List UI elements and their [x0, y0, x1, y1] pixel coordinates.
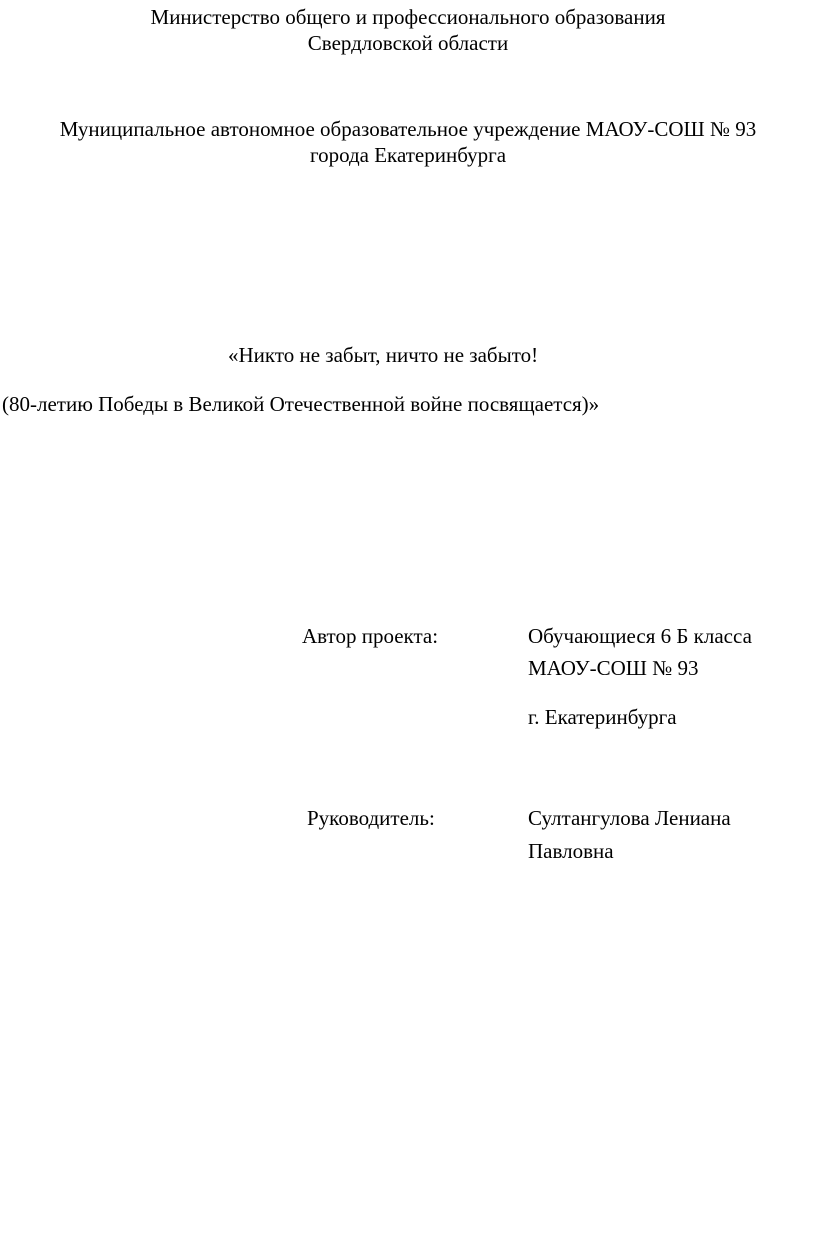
- project-title-line-2: (80-летию Победы в Великой Отечественной войне посвящается)»: [2, 392, 600, 416]
- supervisor-label: Руководитель:: [307, 806, 435, 830]
- author-value-line-3: г. Екатеринбурга: [528, 705, 677, 729]
- school-line-1: Муниципальное автономное образовательное учреждение МАОУ-СОШ № 93: [59, 117, 757, 141]
- author-value-line-1: Обучающиеся 6 Б класса: [528, 624, 752, 648]
- school-line-2: города Екатеринбурга: [309, 143, 507, 167]
- ministry-line-1: Министерство общего и профессионального образования: [150, 5, 666, 29]
- author-value-line-2: МАОУ-СОШ № 93: [528, 656, 699, 680]
- supervisor-value-line-1: Султангулова Лениана: [528, 806, 731, 830]
- ministry-line-2: Свердловской области: [307, 31, 509, 55]
- project-title-line-1: «Никто не забыт, ничто не забыто!: [228, 343, 539, 367]
- supervisor-value-line-2: Павловна: [528, 839, 614, 863]
- author-label: Автор проекта:: [302, 624, 439, 648]
